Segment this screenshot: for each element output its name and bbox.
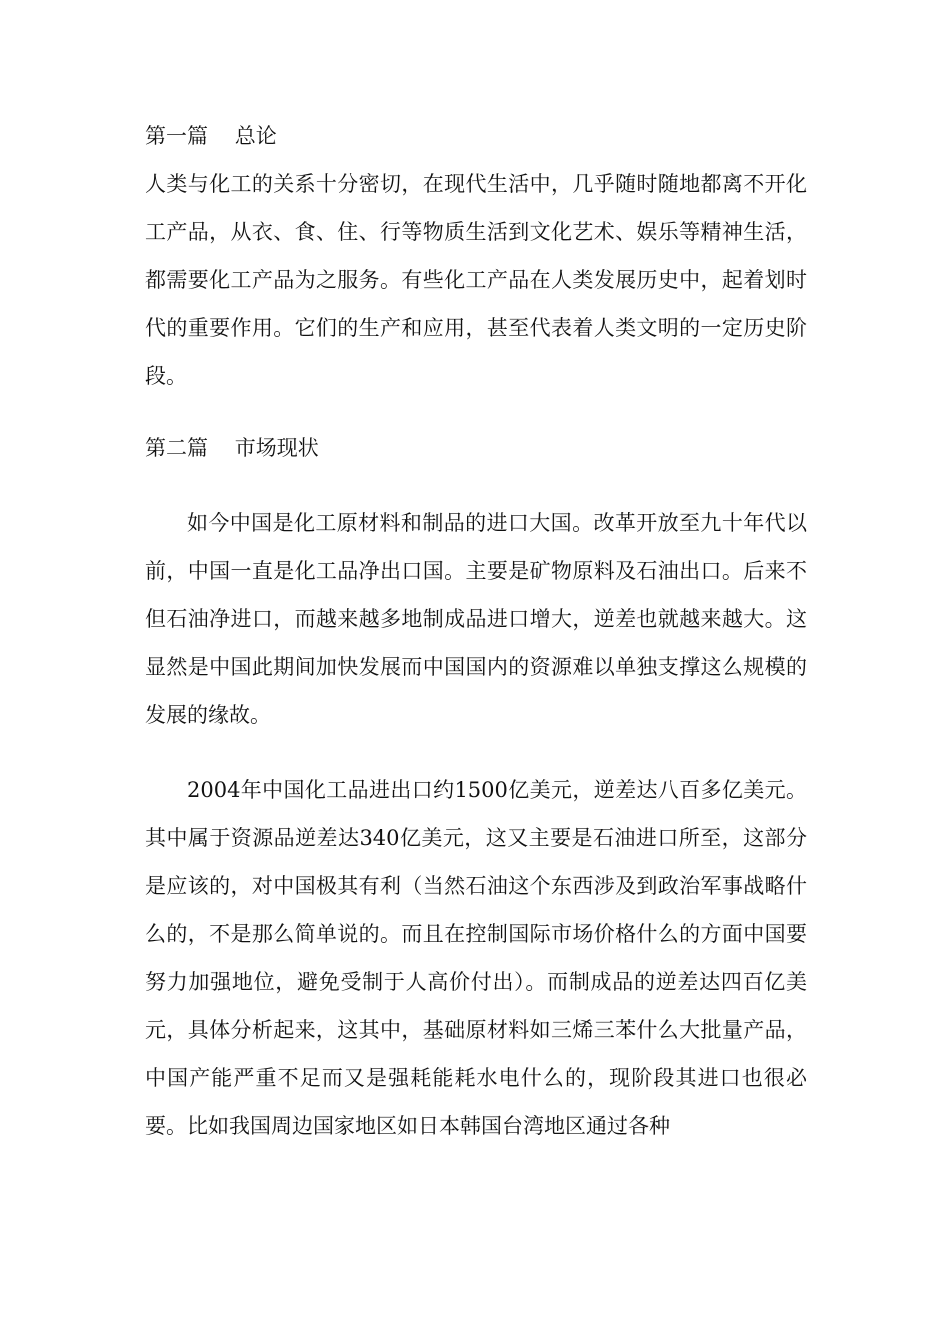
section-spacer <box>145 472 807 499</box>
paragraph-spacer <box>145 739 807 766</box>
section-heading-overview: 第一篇 总论 <box>145 124 277 148</box>
paragraph-market-1: 如今中国是化工原材料和制品的进口大国。改革开放至九十年代以前，中国一直是化工品净出口国。主要是矿物原料及石油出口。后来不但石油净进口，而越来越多地制成品进口增大，逆差也就越来越大。这显然是中国此期间加快发展而中国国内的资源难以单独支撑这么规模的发展的缘故。 <box>145 511 807 727</box>
paragraph-overview: 人类与化工的关系十分密切，在现代生活中，几乎随时随地都离不开化工产品，从衣、食、住、行等物质生活到文化艺术、娱乐等精神生活，都需要化工产品为之服务。有些化工产品在人类发展历史中，起着划时代的重要作用。它们的生产和应用，甚至代表着人类文明的一定历史阶段。 <box>145 172 807 388</box>
paragraph-market-2: 2004年中国化工品进出口约1500亿美元，逆差达八百多亿美元。其中属于资源品逆差达340亿美元，这又主要是石油进口所至，这部分是应该的，对中国极其有利（当然石油这个东西涉及到政治军事战略什么的，不是那么简单说的。而且在控制国际市场价格什么的方面中国要努力加强地位，避免受制于人高价付出）。而制成品的逆差达四百亿美元，具体分析起来，这其中，基础原材料如三烯三苯什么大批量产品，中国产能严重不足而又是强耗能耗水电什么的，现阶段其进口也很必要。比如我国周边国家地区如日本韩国台湾地区通过各种 <box>145 778 807 1138</box>
document-body <box>145 112 807 1150</box>
section-spacer <box>145 400 807 424</box>
section-heading-market-status: 第二篇 市场现状 <box>145 436 319 460</box>
